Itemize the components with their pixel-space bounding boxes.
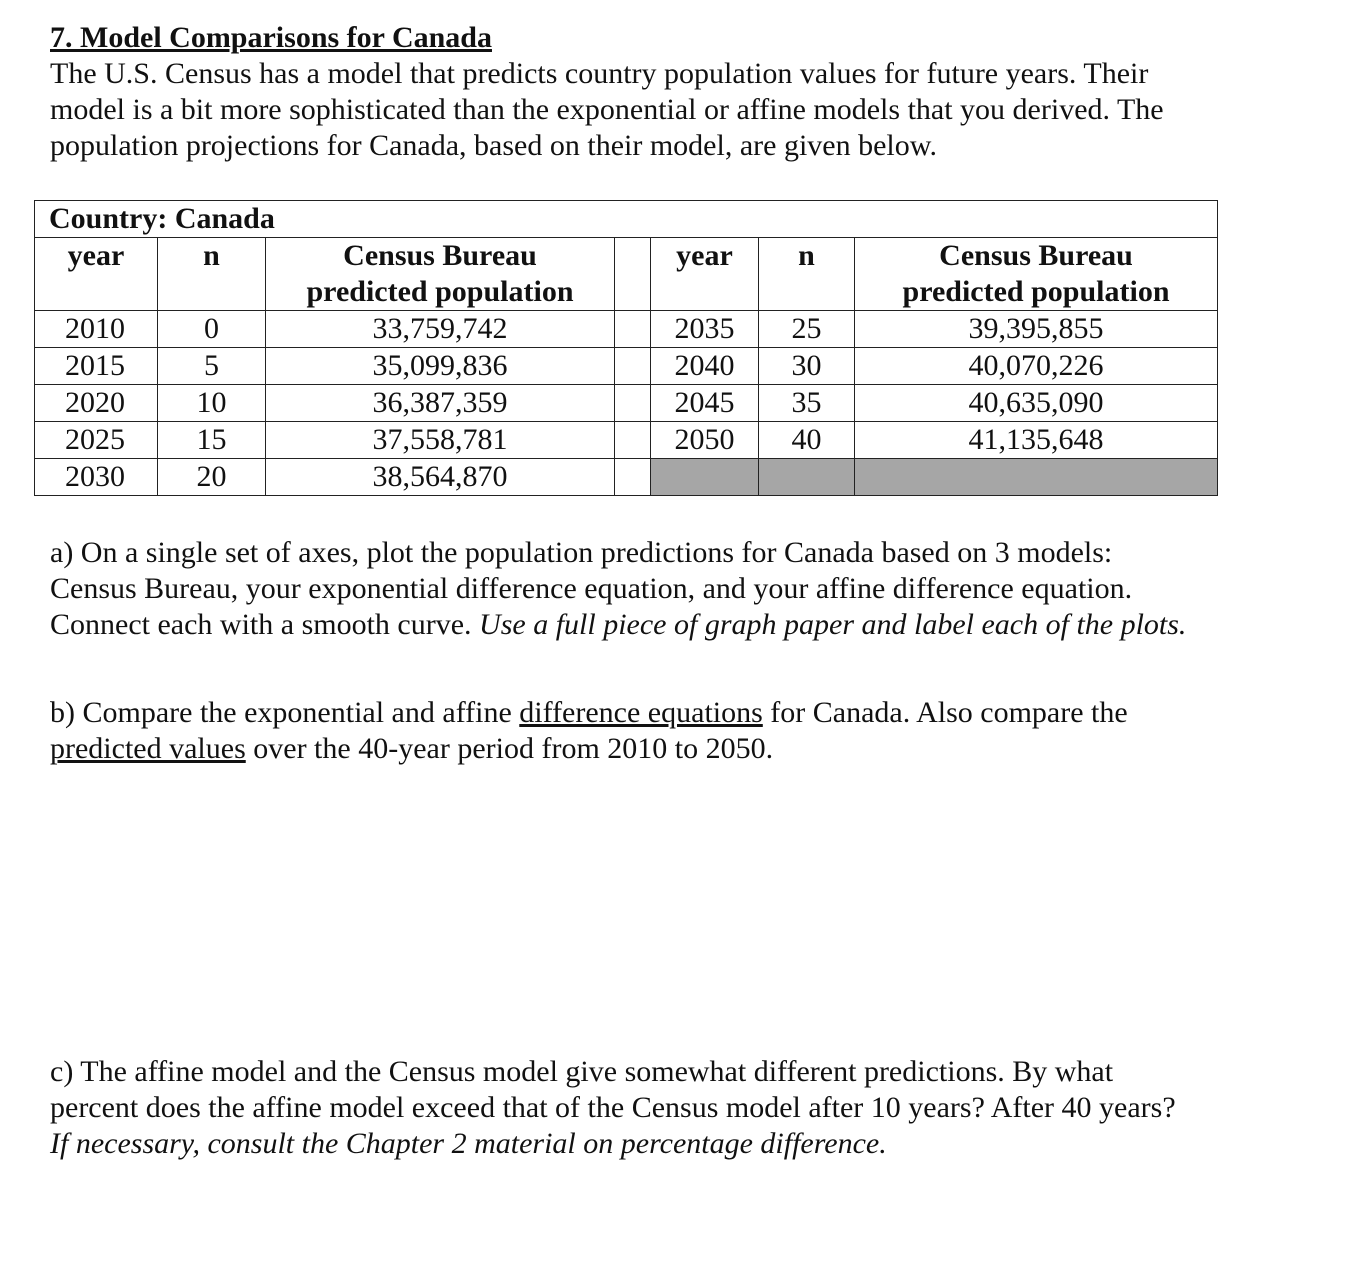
header-n-left: n bbox=[158, 238, 266, 311]
intro-line-3: population projections for Canada, based on their model, are given below. bbox=[50, 129, 937, 162]
population-cell: 39,395,855 bbox=[855, 311, 1218, 348]
part-b-text-1: b) Compare the exponential and affine bbox=[50, 696, 520, 729]
part-a-question bbox=[50, 535, 1330, 643]
header-year-right: year bbox=[651, 238, 759, 311]
header-pop-left-line1: Census Bureau bbox=[343, 239, 537, 272]
year-cell: 2045 bbox=[651, 385, 759, 422]
part-b-underlined-term-1: difference equations bbox=[519, 696, 763, 729]
intro-paragraph bbox=[50, 56, 1320, 164]
year-cell: 2030 bbox=[35, 459, 158, 496]
part-b-text-2: for Canada. Also compare the bbox=[762, 696, 1128, 729]
population-cell: 33,759,742 bbox=[266, 311, 615, 348]
part-b-text-3: over the 40-year period from 2010 to 2050. bbox=[245, 732, 774, 765]
table-row bbox=[35, 385, 1218, 422]
population-cell: 35,099,836 bbox=[266, 348, 615, 385]
part-c-line-3: If necessary, consult the Chapter 2 material on percentage difference. bbox=[50, 1127, 887, 1160]
n-cell: 40 bbox=[759, 422, 855, 459]
population-cell: 40,635,090 bbox=[855, 385, 1218, 422]
part-a-instruction: Use a full piece of graph paper and label each of the plots. bbox=[479, 608, 1187, 641]
n-cell: 35 bbox=[759, 385, 855, 422]
n-cell: 10 bbox=[158, 385, 266, 422]
n-cell: 15 bbox=[158, 422, 266, 459]
header-year-left: year bbox=[35, 238, 158, 311]
table-row bbox=[35, 422, 1218, 459]
year-cell: 2035 bbox=[651, 311, 759, 348]
part-c-line-2: percent does the affine model exceed that of the Census model after 10 years? After 40 years? bbox=[50, 1091, 1176, 1124]
header-pop-right-line1: Census Bureau bbox=[939, 239, 1133, 272]
year-cell: 2040 bbox=[651, 348, 759, 385]
spacer-cell bbox=[615, 238, 651, 311]
spacer-cell bbox=[615, 348, 651, 385]
part-b-line-2 bbox=[50, 731, 1330, 767]
problem-heading: 7. Model Comparisons for Canada bbox=[50, 21, 492, 54]
spacer-cell bbox=[615, 459, 651, 496]
header-pop-left bbox=[266, 238, 615, 311]
n-cell: 30 bbox=[759, 348, 855, 385]
n-cell: 0 bbox=[158, 311, 266, 348]
table-row bbox=[35, 459, 1218, 496]
year-cell: 2020 bbox=[35, 385, 158, 422]
empty-shaded-cell bbox=[651, 459, 759, 496]
part-b-line-1 bbox=[50, 695, 1330, 731]
header-pop-right bbox=[855, 238, 1218, 311]
population-cell: 40,070,226 bbox=[855, 348, 1218, 385]
header-n-right: n bbox=[759, 238, 855, 311]
population-cell: 41,135,648 bbox=[855, 422, 1218, 459]
n-cell: 25 bbox=[759, 311, 855, 348]
table-caption: Country: Canada bbox=[35, 201, 1218, 238]
part-b-question bbox=[50, 695, 1330, 767]
intro-line-1: The U.S. Census has a model that predicts country population values for future years. Their bbox=[50, 57, 1149, 90]
population-cell: 38,564,870 bbox=[266, 459, 615, 496]
spacer-cell bbox=[615, 385, 651, 422]
part-a-line-3-text: Connect each with a smooth curve. bbox=[50, 608, 480, 641]
population-cell: 37,558,781 bbox=[266, 422, 615, 459]
spacer-cell bbox=[615, 422, 651, 459]
n-cell: 5 bbox=[158, 348, 266, 385]
population-cell: 36,387,359 bbox=[266, 385, 615, 422]
intro-line-2: model is a bit more sophisticated than the exponential or affine models that you derived. The bbox=[50, 93, 1164, 126]
year-cell: 2025 bbox=[35, 422, 158, 459]
spacer-cell bbox=[615, 311, 651, 348]
year-cell: 2015 bbox=[35, 348, 158, 385]
year-cell: 2010 bbox=[35, 311, 158, 348]
header-pop-right-line2: predicted population bbox=[902, 275, 1170, 308]
empty-shaded-cell bbox=[855, 459, 1218, 496]
part-c-question bbox=[50, 1054, 1330, 1162]
empty-shaded-cell bbox=[759, 459, 855, 496]
header-pop-left-line2: predicted population bbox=[306, 275, 574, 308]
part-c-line-1: c) The affine model and the Census model give somewhat different predictions. By what bbox=[50, 1055, 1114, 1088]
population-table bbox=[34, 200, 1218, 496]
part-a-line-1: a) On a single set of axes, plot the population predictions for Canada based on 3 models: bbox=[50, 536, 1113, 569]
part-a-line-2: Census Bureau, your exponential difference equation, and your affine difference equation. bbox=[50, 572, 1133, 605]
part-a-line-3 bbox=[50, 607, 1330, 643]
table-row bbox=[35, 311, 1218, 348]
part-b-underlined-term-2: predicted values bbox=[50, 732, 246, 765]
table-row bbox=[35, 348, 1218, 385]
year-cell: 2050 bbox=[651, 422, 759, 459]
n-cell: 20 bbox=[158, 459, 266, 496]
